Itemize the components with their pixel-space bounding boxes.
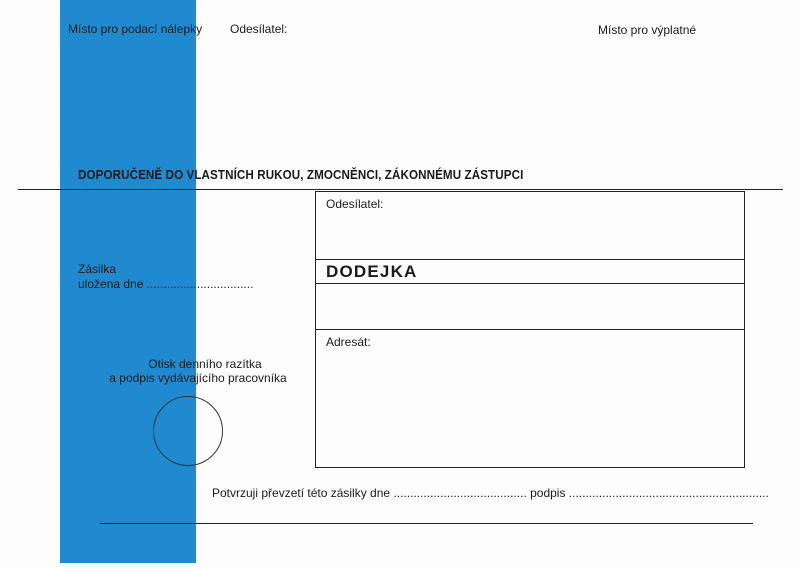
addressee-label: Adresát: — [326, 335, 371, 349]
date-stamp-circle — [153, 396, 223, 466]
stamp-label-line2: a podpis vydávajícího pracovníka — [109, 371, 287, 385]
dodejka-title: DODEJKA — [326, 262, 418, 281]
top-divider-line — [18, 189, 783, 190]
receipt-confirmation-line: Potvrzuji převzetí této zásilky dne ........................................ podpis ............................................................ — [212, 486, 769, 500]
delivery-heading: DOPORUČENĚ DO VLASTNÍCH RUKOU, ZMOCNĚNCI, ZÁKONNÉMU ZÁSTUPCI — [78, 168, 524, 182]
box-divider-1 — [316, 259, 744, 260]
deposit-label-line1: Zásilka — [78, 262, 117, 276]
postage-place-label: Místo pro výplatné — [598, 23, 697, 37]
stamp-label-line1: Otisk denního razítka — [148, 357, 262, 371]
box-sender-label: Odesílatel: — [326, 197, 384, 211]
bottom-line — [100, 523, 753, 524]
header-sender-label: Odesílatel: — [230, 22, 288, 36]
deposit-label-line2: uložena dne ................................ — [78, 277, 254, 291]
box-divider-2 — [316, 283, 744, 284]
sticker-place-label: Místo pro podací nálepky — [68, 22, 203, 36]
address-box — [315, 191, 745, 468]
box-divider-3 — [316, 329, 744, 330]
